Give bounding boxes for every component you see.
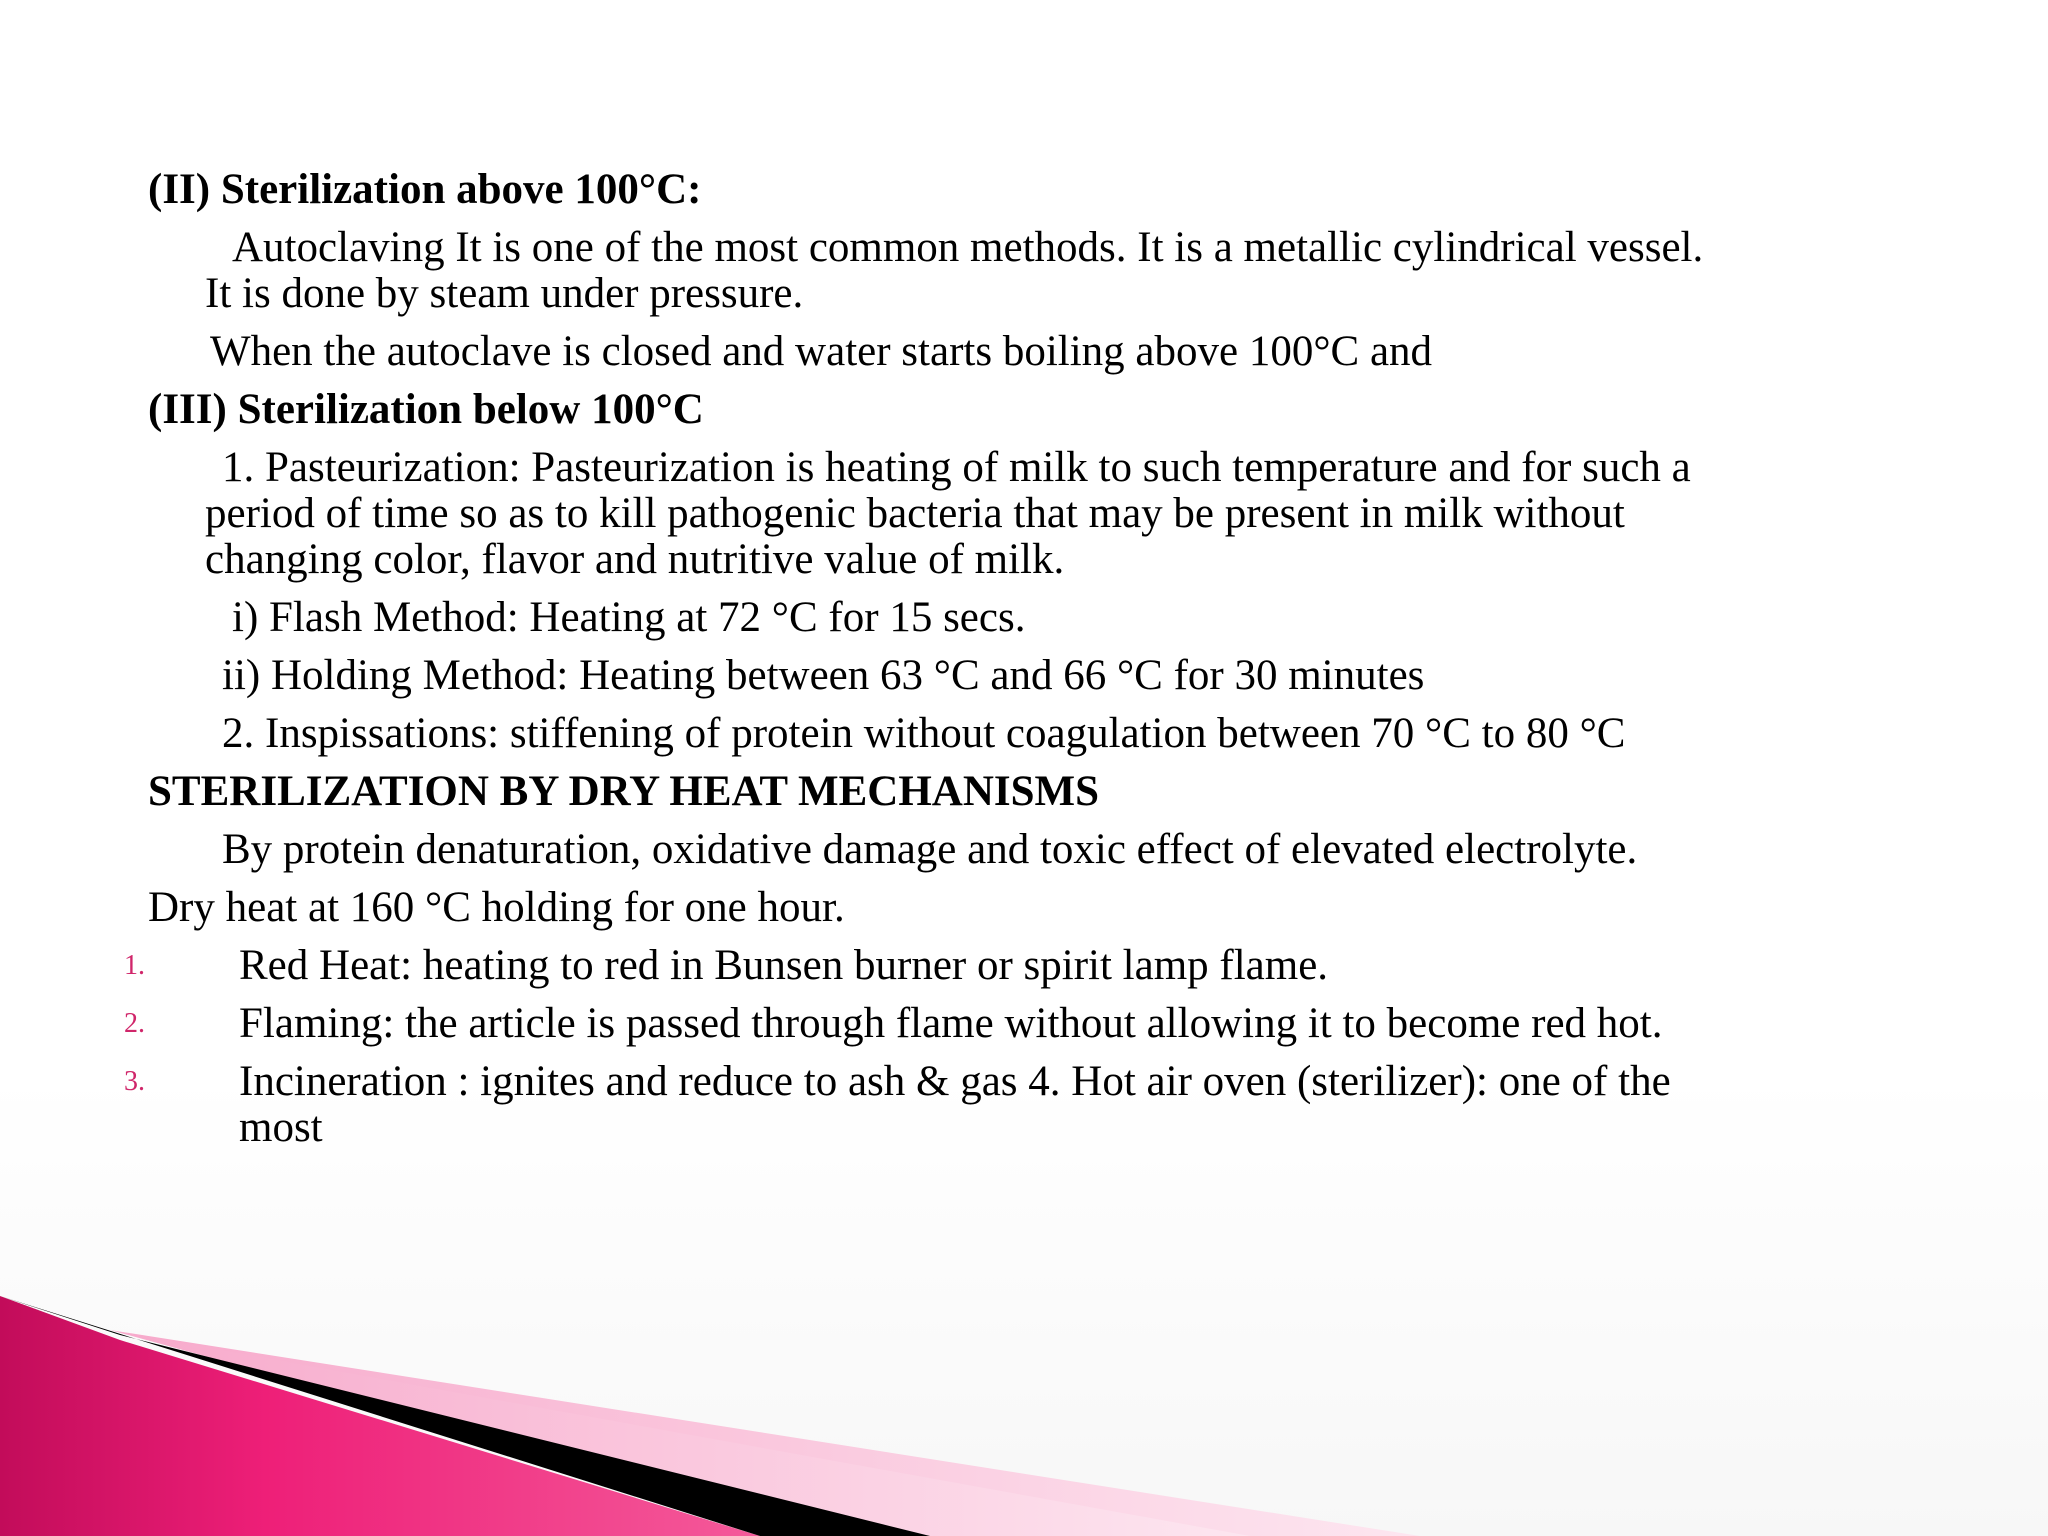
autoclaving-text-line-2: It is done by steam under pressure. xyxy=(205,270,804,317)
dry-heat-mechanism-text: By protein denaturation, oxidative damage and toxic effect of elevated electrolyte. xyxy=(222,826,1638,873)
holding-method-text: ii) Holding Method: Heating between 63 °C and 66 °C for 30 minutes xyxy=(222,652,1425,699)
pasteurization-text-line-2: period of time so as to kill pathogenic bacteria that may be present in milk without xyxy=(205,490,1625,537)
heading-dry-heat-mechanisms: STERILIZATION BY DRY HEAT MECHANISMS xyxy=(148,768,1100,815)
pink-wedge xyxy=(0,1296,760,1536)
autoclaving-text-line-1: Autoclaving It is one of the most common methods. It is a metallic cylindrical vessel. xyxy=(232,224,1704,271)
list-item-number: 3. xyxy=(124,1066,145,1097)
list-item-text: Incineration : ignites and reduce to ash & gas 4. Hot air oven (sterilizer): one of the xyxy=(239,1058,1671,1105)
light-pink-wedge-body xyxy=(110,1330,1250,1536)
list-item-number: 2. xyxy=(124,1008,145,1039)
black-stripe xyxy=(0,1296,930,1536)
list-item-text-continuation: most xyxy=(239,1104,323,1151)
flash-method-text: i) Flash Method: Heating at 72 °C for 15 secs. xyxy=(232,594,1026,641)
pasteurization-text-line-3: changing color, flavor and nutritive value of milk. xyxy=(205,536,1065,583)
pasteurization-text-line-1: 1. Pasteurization: Pasteurization is heating of milk to such temperature and for such a xyxy=(222,444,1691,491)
light-pink-wedge xyxy=(110,1330,1420,1536)
inspissation-text: 2. Inspissations: stiffening of protein without coagulation between 70 °C to 80 °C xyxy=(222,710,1626,757)
heading-sterilization-above-100: (II) Sterilization above 100°C: xyxy=(148,166,702,213)
list-item-number: 1. xyxy=(124,950,145,981)
autoclave-closed-text: When the autoclave is closed and water starts boiling above 100°C and xyxy=(210,328,1433,375)
list-item-text: Red Heat: heating to red in Bunsen burner or spirit lamp flame. xyxy=(239,942,1329,989)
heading-sterilization-below-100: (III) Sterilization below 100°C xyxy=(148,386,704,433)
list-item-text: Flaming: the article is passed through flame without allowing it to become red hot. xyxy=(239,1000,1663,1047)
dry-heat-hold-text: Dry heat at 160 °C holding for one hour. xyxy=(148,884,845,931)
